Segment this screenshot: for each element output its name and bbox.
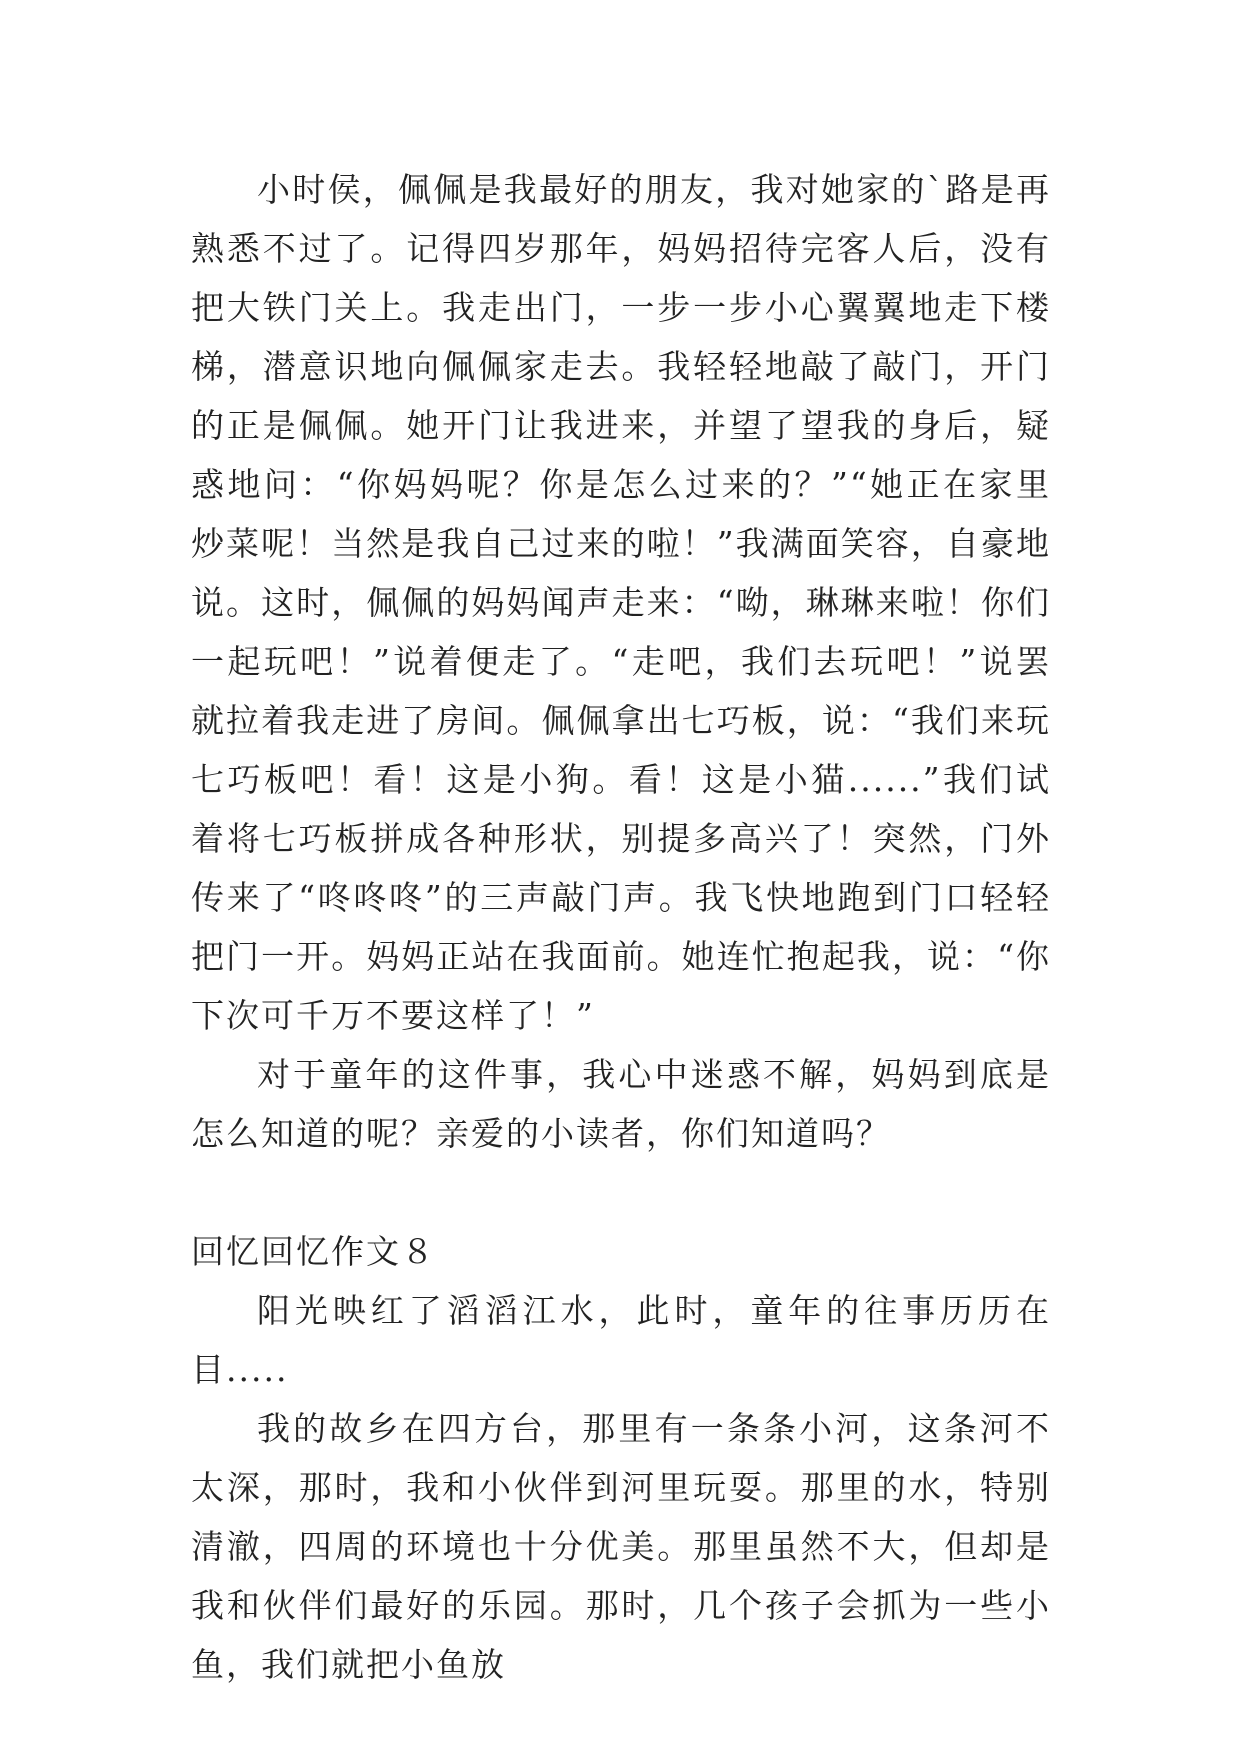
section-title: 回忆回忆作文８	[191, 1232, 436, 1271]
paragraph-story-2: 对于童年的这件事，我心中迷惑不解，妈妈到底是怎么知道的呢？亲爱的小读者，你们知道吗？	[191, 1055, 1051, 1153]
paragraph-story-1: 小时侯，佩佩是我最好的朋友，我对她家的`路是再熟悉不过了。记得四岁那年，妈妈招待完客人后，没有把大铁门关上。我走出门，一步一步小心翼翼地走下楼梯，潜意识地向佩佩家走去。我轻轻地敲了敲门，开门的正是佩佩。她开门让我进来，并望了望我的身后，疑惑地问：“你妈妈呢？你是怎么过来的？”“她正在家里炒菜呢！当然是我自己过来的啦！”我满面笑容，自豪地说。这时，佩佩的妈妈闻声走来：“呦，琳琳来啦！你们一起玩吧！”说着便走了。“走吧，我们去玩吧！”说罢就拉着我走进了房间。佩佩拿出七巧板，说：“我们来玩七巧板吧！看！这是小狗。看！这是小猫......”我们试着将七巧板拼成各种形状，别提多高兴了！突然，门外传来了“咚咚咚”的三声敲门声。我飞快地跑到门口轻轻把门一开。妈妈正站在我面前。她连忙抱起我，说：“你下次可千万不要这样了！”	[191, 170, 1051, 1035]
paragraph-essay-1: 阳光映红了滔滔江水，此时，童年的往事历历在目.....	[191, 1291, 1051, 1389]
document-body	[191, 160, 1051, 1694]
paragraph-essay-2: 我的故乡在四方台，那里有一条条小河，这条河不太深，那时，我和小伙伴到河里玩耍。那里的水，特别清澈，四周的环境也十分优美。那里虽然不大，但却是我和伙伴们最好的乐园。那时，几个孩子会抓为一些小鱼，我们就把小鱼放	[191, 1409, 1051, 1684]
